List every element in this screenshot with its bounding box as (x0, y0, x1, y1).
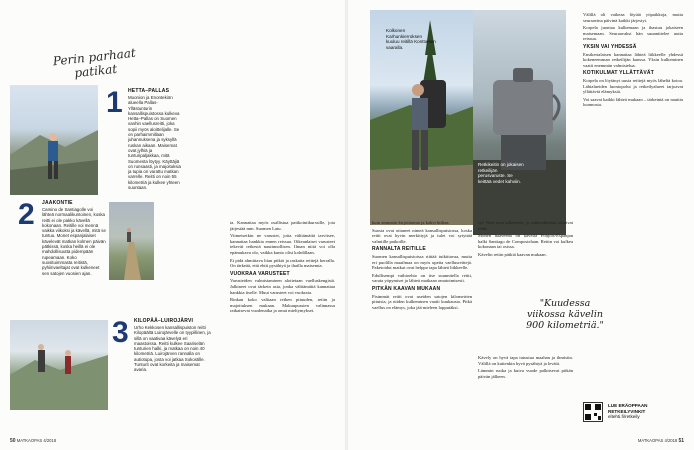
entry-title: HETTA–PALLAS (128, 88, 170, 94)
photo-caption-bottom: Retkikeitin on jokaisen retkeilijän perusvaruste. Se keittää vedet kahviin. (478, 162, 524, 184)
tip-link[interactable]: eltehti.fi/retkeily (608, 414, 640, 420)
article-headline: Perin parhaat patikat (52, 45, 137, 81)
paragraph: Pisimmät reitit ovat useiden satojen kilometrien pituisia, ja niiden kulkeminen vaatii kuukausia. Pitkä vaellus on elämys, joka jää mieleen loppuiäksi. (372, 293, 472, 310)
paragraph: Rinkan koko valitaan retken pituuden, reitin ja majoituksen mukaan. Makuupussien valinnassa ratkaisevat vuodenaika ja omat mieltymykset. (230, 297, 335, 314)
page-number-right: 51 (678, 438, 684, 444)
body-column-1 (230, 220, 335, 432)
paragraph: Lämmin ruoka ja kuiva vuode palkitsevat pitkän päivän jälkeen. (478, 368, 573, 379)
subheading: VUOKRAA VARUSTEET (230, 270, 290, 277)
publication-name-left: MATKAOPAS 4/2018 (16, 438, 57, 443)
tip-box[interactable] (583, 402, 678, 424)
paragraph: kuin ammatin kirjoittamia ja kahvi hiiltaa. (372, 220, 450, 225)
paragraph: Suosia ovat ottaneet nimeä kansallispuistossa, koska reitit ovat hyvin merkittyjä ja tulet voi sytyttää valmiille paikoille. (372, 227, 472, 244)
body-column-3-lower (478, 355, 573, 432)
subheading: KOTIKULMAT YLLÄTTÄVÄT (583, 70, 654, 77)
entry-number: 1 (106, 86, 123, 119)
entry-body: Urho Kekkosen kansallispuiston reitti Kilopäältä Luirojärvelle on tyypillinen, ja sillä on vaativaa kävelyä eri maastoissa. Reitti kulkee Saariselän tunturien halki, ja matkaa on noin 40 kilometriä. Luirojärven rannalla on autiotupa, josta voi jatkaa Sokostille. Tunturit ovat korkeita ja maisemat avaria. (134, 325, 211, 373)
paragraph: Korpela on löytänyt uusia reittejä myös läheltä kotoa. Lähialueiden luontopolut ja retkeilyalueet tarjoavat yllättäviä elämyksiä. (583, 77, 683, 95)
photo-camping-stove (473, 10, 566, 235)
page-number-left: 50 (10, 438, 16, 444)
pull-quote: "Kuudessa viikossa kävelin 900 kilometriä." (526, 298, 604, 331)
paragraph: Ensikertalaisen kannattaa lähteä liikkeelle yhdessä kokeneemman retkeilijän kanssa. Yksin kulkeminen vaatii enemmän valmistelua. (583, 51, 683, 68)
gutter (345, 0, 348, 450)
entry-title: KILOPÄÄ–LUIROJÄRVI (134, 318, 194, 324)
paragraph: Suomen kansallispuistoissa riittää tutkittavaa, mutta eri puolilla maailmaa on myös upeita vaellusreittejä. Paketoidut matkat ovat helppo tapa lähteä liikkeelle. (372, 253, 472, 271)
body-column-3 (478, 220, 573, 295)
folio-left (10, 438, 56, 444)
subheading: RANNALTA REITILLE (372, 246, 426, 253)
tip-title: LUE ERÄOPPAAN RETKEILYVINKIT (608, 403, 648, 414)
entry-number: 3 (112, 316, 129, 349)
folio-right (638, 438, 684, 444)
subheading: YKSIN VAI YHDESSÄ (583, 43, 637, 50)
photo-camino-path (109, 202, 154, 280)
photo-caption-top: Kolkonen Karhunkierroksen kuuluu reitillä Konttaisen vaaralla. (386, 28, 436, 50)
paragraph: Kävelin reitin pätkiä kaavan mukaan. (478, 251, 547, 257)
publication-name-right: MATKAOPAS 4/2018 (637, 438, 678, 443)
entry-body: Muonion ja Enontekiön alueella Pallas-Yllästunturin kansallispuistossa kulkeva Hetta–Pallas on Suomen vanhin vaellusreitti, joka sopii myös aloittelijalle. Se on parhaimmillaan juhannuksena ja syksyllä ruskan aikaan. Maisemat ovat jylhiä ja tunturipaljakkaa, mitä Suomesta löytyy. Käyttäjiä on runsaasti, ja majoituksia ja tupia on varattu matkan varrelle. Reitti on noin 55 kilometriä ja kulkee yhteen suuntaan. (128, 95, 181, 191)
paragraph: ta. Kannattaa myös osallistua patikointikurssille, jota järjestää mm. Suomen Latu. (230, 220, 335, 231)
qr-code-icon (583, 402, 603, 422)
entry-body: Camino de Santiagolle voi lähteä normaalikuntoinen, koska reitti ei ole pakko kävellä kokonaan. Reitille voi mennä vaikka viikoksi ja kävellä, mitä se tuntuu. Monet espanjalaiset kävelevät matkan kolmen päivän pätkissä, koska heillä ei ole mahdollisuutta pidempään rupeamaan. Koko suosituimmasta reitistä, pyhiinvaeltajat ovat kulkeneet sen satojen vuosien ajan. (42, 207, 106, 276)
paragraph: Voi saavat kaikki lähteä mukaan – tärkeintä on nauttia luonnosta. (583, 96, 683, 108)
entry-number: 2 (18, 198, 35, 231)
entry-title: JAAKONTIE (42, 200, 73, 206)
entry-2 (18, 200, 106, 276)
paragraph: Kävely on hyvä tapa tutustua maahan ja ihmisiin. Välillä on kuitenkin hyvä pysähtyä ja levätä. (478, 355, 573, 366)
paragraph: Välillä oli vaikeaa löytää yöpaikkoja, mutta seuraavina päivinä kaikki järjestyi. (583, 12, 683, 23)
paragraph: Varusteiden valmistaminen aloitetaan vaelluskengistä. Jalkineet ovat tärkein asia, jonka välttämättä kannattaa hankkia itselle. Muut varusteet voi vuokrata. (230, 278, 335, 295)
photo-kilopaa-tunturi (10, 320, 108, 410)
body-column-4 (583, 12, 683, 397)
paragraph: Viimeisetkin ne varustet, joita välttämättä tarvitsee, kannattaa hankkia ennen reissua. Oikeanlaiset varusteet tekevät retkestä nautinnollisen. Ilman niitä voi olla epämukava olo, vaikka kunto olisi kohdillaan. (230, 233, 335, 255)
subheading: PITKÄN KAAVAN MUKAAN (372, 285, 441, 292)
paragraph: Monen haaveena on kävellä Pohjois-Espanjan halki Santiago de Compostelaan. Reitin voi kulkea kokonaan tai osissa. (478, 233, 573, 250)
entry-1 (106, 88, 181, 190)
paragraph: Edullisempi vaihtoehto on itse suunnitella reitti, varata yöpymiset ja lähteä matkaan omatoimisesti. (372, 272, 472, 284)
paragraph: Korpela juontaa kulkemaan ja ihastuu jokaiseen maisemaan. Seuraavaksi hän suunnittelee uutta reissua. (583, 25, 683, 42)
entry-3 (112, 318, 212, 373)
body-column-2 (372, 220, 472, 432)
paragraph: ryt. Neet ovat tallenneet, ja vaihtoehtoisia toimivat reitit. (478, 220, 573, 231)
photo-hiker-mountains (10, 85, 98, 195)
tip-text (608, 403, 678, 420)
paragraph: Et pidä ahmittava liian pitkiä ja raskaita reittejä kerralla. On tärkeää, että ehtii pysähtyä ja ihailla maisemia. (230, 257, 335, 269)
